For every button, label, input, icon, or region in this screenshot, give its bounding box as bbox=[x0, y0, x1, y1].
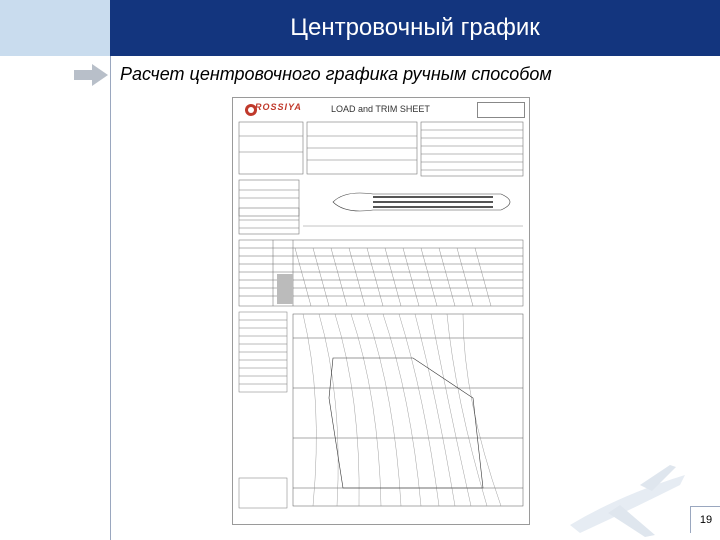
sheet-graphics bbox=[233, 98, 529, 524]
header-side-strip bbox=[0, 0, 110, 56]
sheet-title: LOAD and TRIM SHEET bbox=[331, 104, 430, 114]
logo-text: ROSSIYA bbox=[255, 102, 302, 112]
title-bar bbox=[110, 0, 720, 56]
page-number: 19 bbox=[690, 506, 720, 533]
slide-subtitle: Расчет центровочного графика ручным способом bbox=[120, 64, 552, 84]
left-divider-line bbox=[110, 56, 111, 540]
arrow-right-icon bbox=[74, 64, 108, 86]
airplane-decoration bbox=[560, 455, 690, 540]
load-trim-sheet-image bbox=[232, 97, 530, 525]
page-title: Центровочный график bbox=[290, 14, 540, 41]
